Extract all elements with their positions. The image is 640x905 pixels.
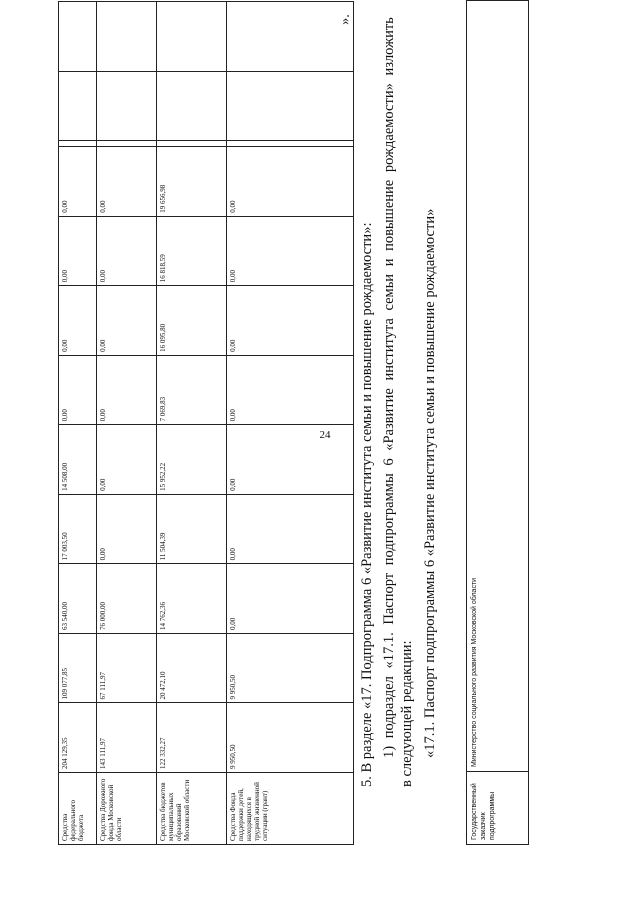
empty-cell bbox=[97, 71, 157, 141]
passport-table bbox=[466, 0, 529, 845]
table-row bbox=[97, 2, 157, 845]
table-cell: 0,00 bbox=[227, 216, 354, 286]
table-cell: 76 000,00 bbox=[97, 564, 157, 634]
table-cell: 0,00 bbox=[227, 147, 354, 217]
section-heading-text: 5. В разделе «17. Подпрограмма 6 «Развитие института семьи и повышение рождаемости»: bbox=[359, 222, 375, 787]
table-cell: 0,00 bbox=[59, 286, 97, 356]
table-cell: 0,00 bbox=[227, 425, 354, 495]
empty-cell bbox=[97, 2, 157, 72]
table-cell: 17 003,50 bbox=[59, 494, 97, 564]
row-label: Средства Дорожного фонда Московской области bbox=[97, 773, 157, 845]
table-cell: 0,00 bbox=[59, 355, 97, 425]
table-cell: 63 540,00 bbox=[59, 564, 97, 634]
table-cell: 0,00 bbox=[97, 216, 157, 286]
table-cell: 7 069,83 bbox=[157, 355, 227, 425]
empty-cell bbox=[227, 71, 354, 141]
table-cell: 11 504,39 bbox=[157, 494, 227, 564]
table-cell: 122 332,27 bbox=[157, 703, 227, 773]
table-cell: 19 656,98 bbox=[157, 147, 227, 217]
table-cell: 0,00 bbox=[227, 286, 354, 356]
table-cell: 16 095,80 bbox=[157, 286, 227, 356]
gap-cell bbox=[97, 141, 157, 147]
passport-title: «17.1. Паспорт подпрограммы 6 «Развитие института семьи и повышение рождаемости» bbox=[422, 208, 438, 758]
row-label: Средства бюджетов муниципальных образований Московской области bbox=[157, 773, 227, 845]
closing-quote: ». bbox=[337, 14, 353, 25]
table-cell: 0,00 bbox=[97, 355, 157, 425]
empty-cell bbox=[59, 71, 97, 141]
row-label: Средства Фонда поддержки детей, находящихся в трудной жизненной ситуации (грант) bbox=[227, 773, 354, 845]
table-cell: 15 952,22 bbox=[157, 425, 227, 495]
table-cell: 0,00 bbox=[59, 147, 97, 217]
table-cell: 9 950,50 bbox=[227, 633, 354, 703]
table-row bbox=[59, 2, 97, 845]
customer-value: Министерство социального развития Московской области bbox=[467, 1, 529, 772]
table-cell: 0,00 bbox=[97, 494, 157, 564]
subsection-text: 1) подраздел «17.1. Паспорт подпрограммы 6 «Развитие института семьи и повышение рождаемости» изложить bbox=[381, 17, 397, 758]
table-cell: 204 129,35 bbox=[59, 703, 97, 773]
empty-cell bbox=[59, 2, 97, 72]
table-cell: 9 950,50 bbox=[227, 703, 354, 773]
table-cell: 0,00 bbox=[227, 355, 354, 425]
table-cell: 0,00 bbox=[97, 425, 157, 495]
table-row bbox=[157, 2, 227, 845]
table-cell: 0,00 bbox=[227, 564, 354, 634]
table-cell: 143 111,97 bbox=[97, 703, 157, 773]
empty-cell bbox=[227, 2, 354, 72]
empty-cell bbox=[157, 71, 227, 141]
subsection-text-continued: в следующей редакции: bbox=[399, 640, 415, 787]
gap-cell bbox=[157, 141, 227, 147]
finance-table bbox=[58, 1, 353, 845]
table-cell: 14 508,00 bbox=[59, 425, 97, 495]
table-cell: 0,00 bbox=[97, 147, 157, 217]
table-row bbox=[467, 1, 529, 845]
table-cell: 0,00 bbox=[227, 494, 354, 564]
page-number: 24 bbox=[319, 429, 331, 441]
empty-cell bbox=[157, 2, 227, 72]
table-cell: 20 472,10 bbox=[157, 633, 227, 703]
row-label: Средства федерального бюджета bbox=[59, 773, 97, 845]
table-row bbox=[227, 2, 354, 845]
table-cell: 109 077,85 bbox=[59, 633, 97, 703]
gap-cell bbox=[227, 141, 354, 147]
customer-label: Государственный заказчик подпрограммы bbox=[467, 772, 529, 845]
table-cell: 16 818,59 bbox=[157, 216, 227, 286]
table-cell: 14 762,36 bbox=[157, 564, 227, 634]
table-cell: 0,00 bbox=[97, 286, 157, 356]
table-cell: 0,00 bbox=[59, 216, 97, 286]
gap-cell bbox=[59, 141, 97, 147]
table-cell: 67 111,97 bbox=[97, 633, 157, 703]
